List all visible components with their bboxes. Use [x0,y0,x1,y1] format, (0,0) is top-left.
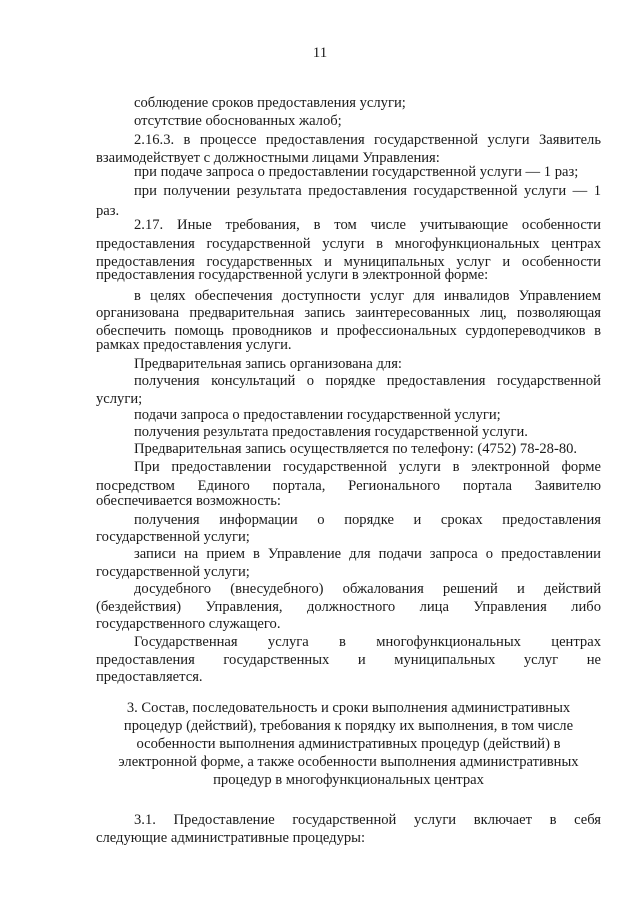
text-line: предоставления государственной услуги в электронной форме: [96,267,489,283]
text-line: следующие административные процедуры: [96,830,366,846]
text-line: в целях обеспечения доступности услуг для инвалидов Управлением [134,288,601,304]
text-line: (бездействия) Управления, должностного лица Управления либо [96,599,601,615]
text-line: предоставляется. [96,669,203,685]
heading-line: 3. Состав, последовательность и сроки выполнения административных [126,700,571,716]
text-line: получения консультаций о порядке предоставления государственной [134,373,601,389]
text-line: Государственная услуга в многофункциональных центрах [134,634,601,650]
text-line: 2.17. Иные требования, в том числе учитывающие особенности [134,217,601,233]
text-line: государственной услуги; [96,529,250,545]
text-line: Предварительная запись осуществляется по телефону: (4752) 78-28-80. [134,441,578,457]
text-line: государственной услуги; [96,564,250,580]
heading-line: особенности выполнения административных процедур (действий) в [136,736,561,752]
text-line: получения результата предоставления государственной услуги. [134,424,528,440]
text-line: При предоставлении государственной услуги в электронной форме [134,459,601,475]
text-line: подачи запроса о предоставлении государственной услуги; [134,407,501,423]
text-line: 3.1. Предоставление государственной услуги включает в себя [134,812,601,828]
text-line: услуги; [96,391,143,407]
text-line: взаимодействует с должностными лицами Управления: [96,150,440,166]
text-line: обеспечивается возможность: [96,493,281,509]
heading-line: процедур в многофункциональных центрах [213,772,484,788]
text-line: организована предварительная запись заинтересованных лиц, позволяющая [96,305,601,321]
text-line: записи на прием в Управление для подачи запроса о предоставлении [134,546,601,562]
heading-line: процедур (действий), требования к порядку их выполнения, в том числе [123,718,574,734]
text-line: предоставления государственной услуги в многофункциональных центрах [96,236,601,252]
text-line: обеспечить помощь проводников и профессиональных сурдопереводчиков в [96,323,601,339]
text-line: предоставления государственных и муниципальных услуг не [96,652,601,668]
text-line: досудебного (внесудебного) обжалования решений и действий [134,581,601,597]
text-line: отсутствие обоснованных жалоб; [134,113,342,129]
text-line: получения информации о порядке и сроках предоставления [134,512,601,528]
text-line: Предварительная запись организована для: [134,356,402,372]
text-line: при подаче запроса о предоставлении государственной услуги — 1 раз; [134,164,579,180]
text-line: 2.16.3. в процессе предоставления государственной услуги Заявитель [134,132,601,148]
text-line: рамках предоставления услуги. [96,337,292,353]
text-line: предоставления государственных и муниципальных услуг и особенности [96,254,601,270]
page-number: 11 [312,45,328,61]
text-line: раз. [96,203,120,219]
heading-line: электронной форме, а также особенности выполнения административных [118,754,579,770]
text-line: соблюдение сроков предоставления услуги; [134,95,406,111]
text-line: при получении результата предоставления государственной услуги — 1 [134,183,601,199]
text-line: государственного служащего. [96,616,281,632]
text-line: посредством Единого портала, Регионального портала Заявителю [96,478,601,494]
